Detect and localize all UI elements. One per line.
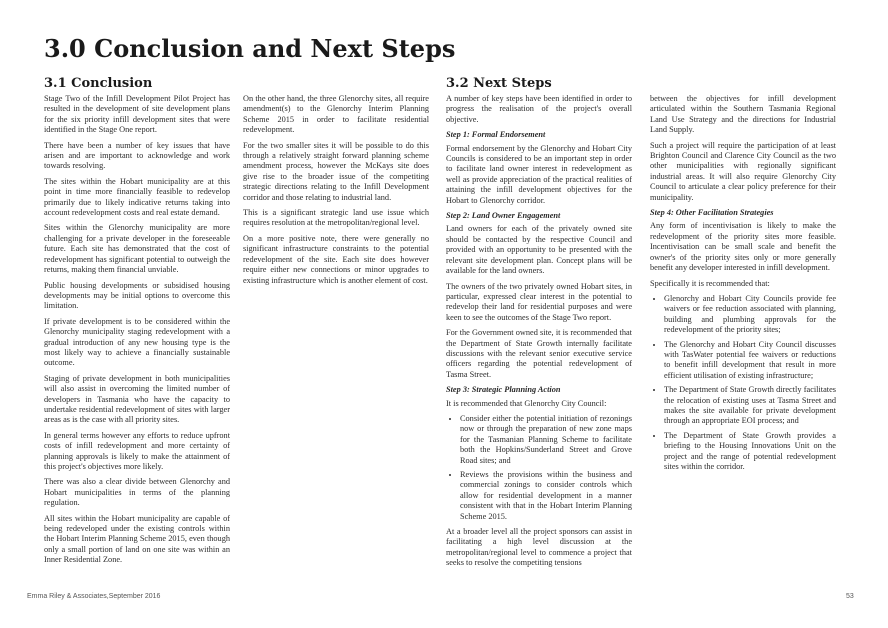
paragraph: Public housing developments or subsidised housing developments may be initial options to overcome this limitation. bbox=[44, 280, 230, 311]
paragraph: It is recommended that Glenorchy City Council: bbox=[446, 398, 607, 408]
conclusion-column-1 bbox=[44, 94, 230, 571]
paragraph: All sites within the Hobart municipality are capable of being redeveloped under the existing controls within the Hobart Interim Planning Scheme 2015, even though only a small portion of land on one site was within an Inner Residential Zone. bbox=[44, 513, 230, 565]
list-item: • Consider either the potential initiation of rezonings now or through the preparation of new zone maps for the Tasmanian Planning Scheme to facilitate both the Hopkins/Sunderland Street and Grove Road sites; and bbox=[460, 414, 632, 466]
paragraph: There have been a number of key issues that have arisen and are important to acknowledge and work towards resolving. bbox=[44, 140, 230, 171]
conclusion-column-2 bbox=[243, 94, 429, 291]
next-steps-heading: 3.2 Next Steps bbox=[446, 76, 552, 91]
step-4-list bbox=[650, 294, 836, 473]
next-steps-column-1 bbox=[446, 94, 632, 574]
paragraph: Such a project will require the participation of at least Brighton Council and Clarence City Council as the two other municipalities with regionally significant industrial areas. It will also require Glenorchy City Council to articulate a clear policy preference for their municipality. bbox=[650, 140, 836, 202]
paragraph: Staging of private development in both municipalities will also assist in overcoming the limited number of developers in Tasmania who have the capacity to undertake residential redevelopment of sites with larger areas as is the case with all priority sites. bbox=[44, 373, 230, 425]
next-steps-column-2 bbox=[650, 94, 836, 477]
step-4-heading: Step 4: Other Facilitation Strategies bbox=[650, 208, 774, 218]
step-3-heading: Step 3: Strategic Planning Action bbox=[446, 385, 561, 395]
paragraph: There was also a clear divide between Glenorchy and Hobart municipalities in terms of the planning regulation. bbox=[44, 477, 230, 508]
paragraph: Sites within the Glenorchy municipality are more challenging for a private developer in the foreseeable future. Each site has demonstrated that the cost of redevelopment has significant potential to outweigh the returns, making them financial unviable. bbox=[44, 223, 230, 275]
paragraph: If private development is to be considered within the Glenorchy municipality staging redevelopment with a gradual introduction of any new housing type is the most likely way to achieve a financially sustainable outcome. bbox=[44, 316, 230, 368]
paragraph: This is a significant strategic land use issue which requires resolution at the metropolitan/regional level. bbox=[243, 208, 429, 228]
list-item: • Reviews the provisions within the business and commercial zonings to consider controls which allow for residential development in a manner consistent with that in the Hobart Interim Planning Scheme 2015. bbox=[460, 470, 632, 522]
page-number: 53 bbox=[846, 593, 854, 600]
paragraph: between the objectives for infill development articulated within the Southern Tasmania Regional Land Use Strategy and the directions for Industrial Land Supply. bbox=[650, 94, 836, 135]
paragraph: The sites within the Hobart municipality are at this point in time more financially feasible to redevelop primarily due to likely indicative returns taking into account redevelopment costs and real estate demand. bbox=[44, 176, 230, 218]
page-title: 3.0 Conclusion and Next Steps bbox=[44, 34, 456, 63]
paragraph: Specifically it is recommended that: bbox=[650, 278, 770, 288]
step-1-heading: Step 1: Formal Endorsement bbox=[446, 130, 546, 140]
paragraph: At a broader level all the project sponsors can assist in facilitating a high level discussion at the metropolitan/regional level to commence a project that seeks to resolve the competiting tensions bbox=[446, 527, 632, 568]
paragraph: For the Government owned site, it is recommended that the Department of State Growth internally facilitate discussions with the relevant senior executive service officers regarding the potential redevelopment of Tasma Street. bbox=[446, 328, 632, 379]
list-item: • Glenorchy and Hobart City Councils provide fee waivers or fee reduction associated with planning, building and plumbing approvals for the redevelopment of the priority sites; bbox=[664, 294, 836, 336]
list-item: • The Glenorchy and Hobart City Council discusses with TasWater potential fee waivers or reductions to benefit infill development that result in more efficient utilisation of existing infrastructure; bbox=[664, 340, 836, 382]
step-3-list bbox=[446, 414, 632, 522]
next-steps-intro: A number of key steps have been identified in order to progress the realisation of the project's overall objective. bbox=[446, 94, 632, 124]
paragraph: In general terms however any efforts to reduce upfront costs of infill redevelopment and more certainty of planning approvals is likely to make the attainment of this project's objectives more likely. bbox=[44, 430, 230, 471]
paragraph: On a more positive note, there were generally no significant infrastructure constraints to the potential redevelopment of the site. Each site does however require either new connections or minor upgrades to existing infrastructure which is another element of cost. bbox=[243, 233, 429, 285]
list-item: • The Department of State Growth provides a briefing to the Housing Innovations Unit on the project and the range of potential redevelopment sites within the corridor. bbox=[664, 431, 836, 473]
paragraph: Stage Two of the Infill Development Pilot Project has resulted in the development of site development plans for the six priority infill development sites that were identified in the Stage One report. bbox=[44, 94, 230, 135]
paragraph: The owners of the two privately owned Hobart sites, in particular, expressed clear interest in the potential to redevelop their land for residential purposes and were keen to see the outcomes of the Stage Two report. bbox=[446, 281, 632, 322]
list-item: • The Department of State Growth directly facilitates the relocation of existing uses at Tasma Street and makes the site available for private development through an appropriate EOI process; and bbox=[664, 385, 836, 427]
conclusion-heading: 3.1 Conclusion bbox=[44, 76, 153, 91]
paragraph: Formal endorsement by the Glenorchy and Hobart City Councils is considered to be an important step in order to facilitate land owner interest in redevelopment as well as provide appreciation of the practical realities of attaining the infill development objectives for the Hobart to Glenorchy corridor. bbox=[446, 143, 632, 205]
paragraph: Any form of incentivisation is likely to make the redevelopment of the priority sites more feasible. Incentivisation can be small scale and benefit the owner's of the priority sites only or more generally benefit any developer interested in infill development. bbox=[650, 221, 836, 273]
paragraph: On the other hand, the three Glenorchy sites, all require amendment(s) to the Glenorchy Interim Planning Scheme 2015 in order to facilitate residential redevelopment. bbox=[243, 94, 429, 135]
paragraph: For the two smaller sites it will be possible to do this through a relatively straight forward planning scheme amendment process, however the McKays site does give rise to the broader issue of the competiting strategic directions relating to the Infill Development corridor and those relating to industrial land. bbox=[243, 140, 429, 202]
footer-credit: Emma Riley & Associates,September 2016 bbox=[27, 593, 161, 600]
paragraph: Land owners for each of the privately owned site should be contacted by the respective Council and provided with an opportunity to be presented with the relevant site development plan. Concept plans will be available for the land owners. bbox=[446, 224, 632, 276]
step-2-heading: Step 2: Land Owner Engagement bbox=[446, 211, 561, 221]
